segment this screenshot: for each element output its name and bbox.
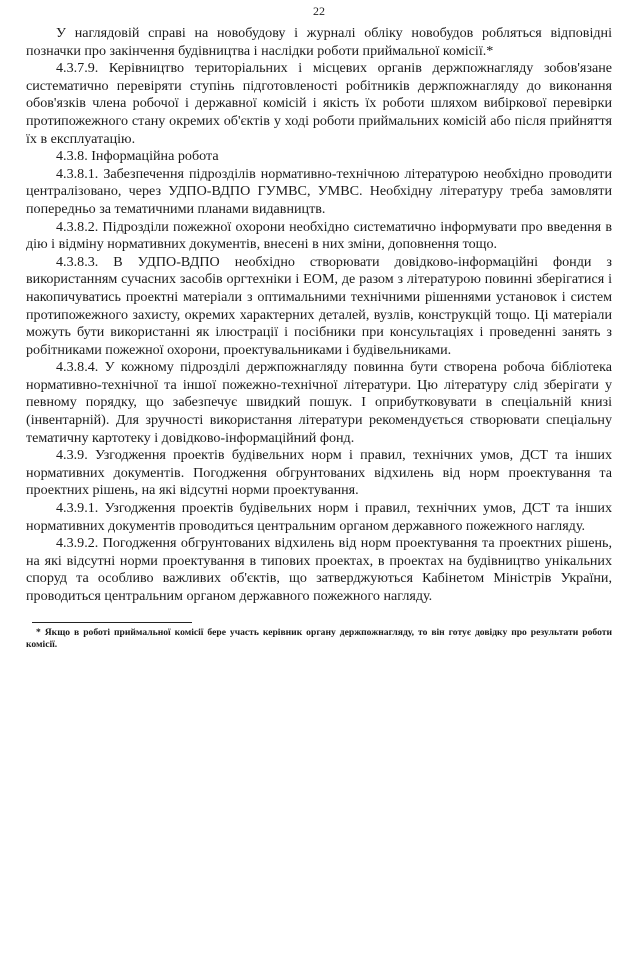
paragraph: 4.3.7.9. Керівництво територіальних і місцевих органів держпожнагляду зобов'язане систематично перевіряти ступінь підготовленості робітників держпожнагляду до виконання обов'язків члена робочої і державної комісій і якість їх роботи шляхом вибіркової перевірки протипожежного стану окремих об'єктів у ході роботи приймальних комісій або після прийняття їх в експлуатацію. [26, 60, 612, 147]
footnote-divider [32, 622, 192, 623]
paragraph: 4.3.8.4. У кожному підрозділі держпожнагляду повинна бути створена робоча бібліотека нормативно-технічної та іншої пожежно-технічної літератури. Цю літературу слід зберігати у певному порядку, що забезпечує швидкий пошук. І оприбутковувати в спеціальній книзі (інвентарній). Для зручності використання літератури рекомендується створювати спеціальну тематичну картотеку і довідково-інформаційний фонд. [26, 359, 612, 446]
paragraph: 4.3.9. Узгодження проектів будівельних норм і правил, технічних умов, ДСТ та інших нормативних документів. Погодження обгрунтованих відхилень від норм проектування та проектних рішень, на які відсутні норми проектування. [26, 447, 612, 499]
paragraph: 4.3.8.2. Підрозділи пожежної охорони необхідно систематично інформувати про введення в дію і відміну нормативних документів, внесені в них зміни, доповнення тощо. [26, 218, 612, 253]
body-text [26, 25, 612, 606]
paragraph: 4.3.8.1. Забезпечення підрозділів нормативно-технічною літературою необхідно проводити централізовано, через УДПО-ВДПО ГУМВС, УМВС. Необхідну літературу треба замовляти попередньо за тематичними планами видавництв. [26, 165, 612, 217]
paragraph: У наглядовій справі на новобудову і журналі обліку новобудов робляться відповідні позначки про закінчення будівництва і наслідки роботи приймальної комісії.* [26, 25, 612, 59]
page-number: 22 [313, 4, 325, 18]
section-heading: 4.3.8. Інформаційна робота [56, 148, 219, 165]
paragraph: 4.3.9.1. Узгодження проектів будівельних норм і правил, технічних умов, ДСТ та інших нормативних документів проводиться центральним органом державного пожежного нагляду. [26, 500, 612, 534]
footnote: * Якщо в роботі приймальної комісії бере участь керівник органу держпожнагляду, то він готує довідку про результати роботи комісії. [26, 626, 612, 650]
paragraph: 4.3.9.2. Погодження обгрунтованих відхилень від норм проектування та проектних рішень, на які відсутні норми проектування в типових проектах, в проектах на будівництво унікальних споруд та особливо важливих об'єктів, що затверджуються Кабінетом Міністрів України, проводиться центральним органом державного пожежного нагляду. [26, 535, 612, 604]
paragraph: 4.3.8.3. В УДПО-ВДПО необхідно створювати довідково-інформаційні фонди з використанням сучасних засобів оргтехніки і ЕОМ, де разом з літературою повинні зберігатися і накопичуватись проектні матеріали з оптимальними технічними рішеннями установок і систем протипожежного захисту, окремих характерних деталей, вузлів, конструкцій тощо. Ці матеріали можуть бути використанні як ілюстрації і посібники при консультаціях і проведенні занять з робітниками пожежної охорони, проектувальниками і будівельниками. [26, 253, 612, 358]
